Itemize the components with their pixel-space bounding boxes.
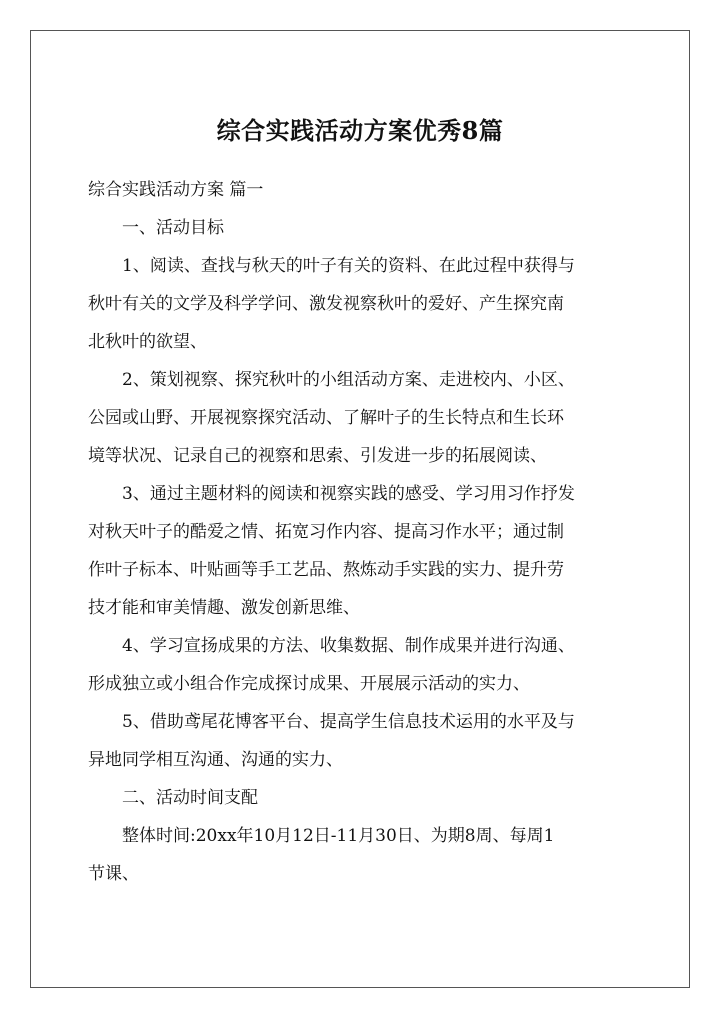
paragraph: [88, 361, 634, 475]
paragraph-line: 北秋叶的欲望、: [88, 332, 207, 352]
section-heading: 一、活动目标: [122, 218, 224, 238]
section-subtitle: 综合实践活动方案 篇一: [88, 180, 264, 200]
document-title: 综合实践活动方案优秀8篇: [216, 116, 504, 145]
paragraph-line: 4、学习宣扬成果的方法、收集数据、制作成果并进行沟通、: [122, 636, 575, 656]
paragraph: [88, 627, 634, 703]
paragraph-line: 1、阅读、查找与秋天的叶子有关的资料、在此过程中获得与: [122, 256, 575, 276]
paragraph-line: 境等状况、记录自己的视察和思索、引发进一步的拓展阅读、: [88, 446, 547, 466]
paragraph-line: 异地同学相互沟通、沟通的实力、: [88, 750, 343, 770]
paragraph-line: 2、策划视察、探究秋叶的小组活动方案、走进校内、小区、: [122, 370, 575, 390]
paragraph: [88, 247, 634, 361]
paragraph-line: 3、通过主题材料的阅读和视察实践的感受、学习用习作抒发: [122, 484, 575, 504]
paragraph: [88, 475, 634, 627]
paragraph: [88, 703, 634, 779]
paragraph-line: 整体时间:20xx年10月12日-11月30日、为期8周、每周1: [122, 826, 555, 846]
paragraph-line: 技才能和审美情趣、激发创新思维、: [88, 598, 360, 618]
document-body: [88, 171, 634, 893]
paragraph-line: 秋叶有关的文学及科学学问、激发视察秋叶的爱好、产生探究南: [88, 294, 564, 314]
section-heading: 二、活动时间支配: [122, 788, 258, 808]
paragraph-line: 作叶子标本、叶贴画等手工艺品、熬炼动手实践的实力、提升劳: [88, 560, 564, 580]
paragraph-line: 对秋天叶子的酷爱之情、拓宽习作内容、提高习作水平；通过制: [88, 522, 564, 542]
paragraph-line: 形成独立或小组合作完成探讨成果、开展展示活动的实力、: [88, 674, 530, 694]
paragraph-line: 公园或山野、开展视察探究活动、了解叶子的生长特点和生长环: [88, 408, 564, 428]
paragraph-line: 节课、: [88, 864, 139, 884]
paragraph: [88, 817, 634, 893]
paragraph-line: 5、借助鸢尾花博客平台、提高学生信息技术运用的水平及与: [122, 712, 575, 732]
